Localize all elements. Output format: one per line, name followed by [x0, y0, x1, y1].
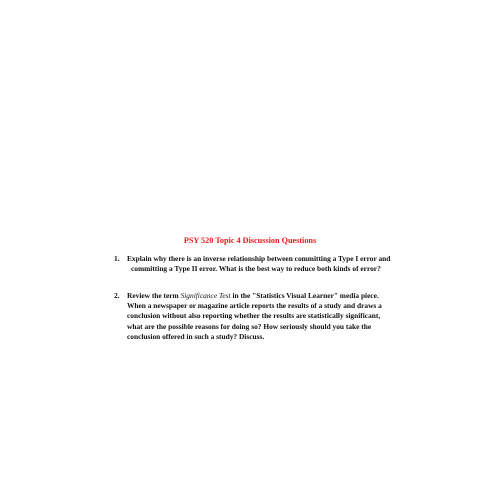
question-text-2	[127, 291, 394, 342]
question-item-2	[114, 291, 394, 342]
question-number-2: 2.	[114, 291, 120, 300]
document-title: PSY 520 Topic 4 Discussion Questions	[183, 236, 317, 245]
question-text-1	[127, 254, 394, 274]
question-2-term: Significance Test	[180, 291, 231, 300]
question-item-1	[114, 254, 394, 274]
question-1-line-2: committing a Type II error. What is the best way to reduce both kinds of error?	[131, 264, 381, 274]
question-1-line-1: Explain why there is an inverse relationship between committing a Type I error and	[127, 254, 391, 263]
question-2-prefix: Review the term	[127, 291, 181, 300]
question-number-1: 1.	[114, 254, 120, 263]
question-2-suffix: in the "Statistics Visual Learner" media piece. When a newspaper or magazine article reports the results of a study and draws a conclusion without also reporting whether the results are statistically significant, what are the possible reasons for doing so? How seriously should you take the conclusion offered in such a study? Discuss.	[127, 291, 382, 341]
